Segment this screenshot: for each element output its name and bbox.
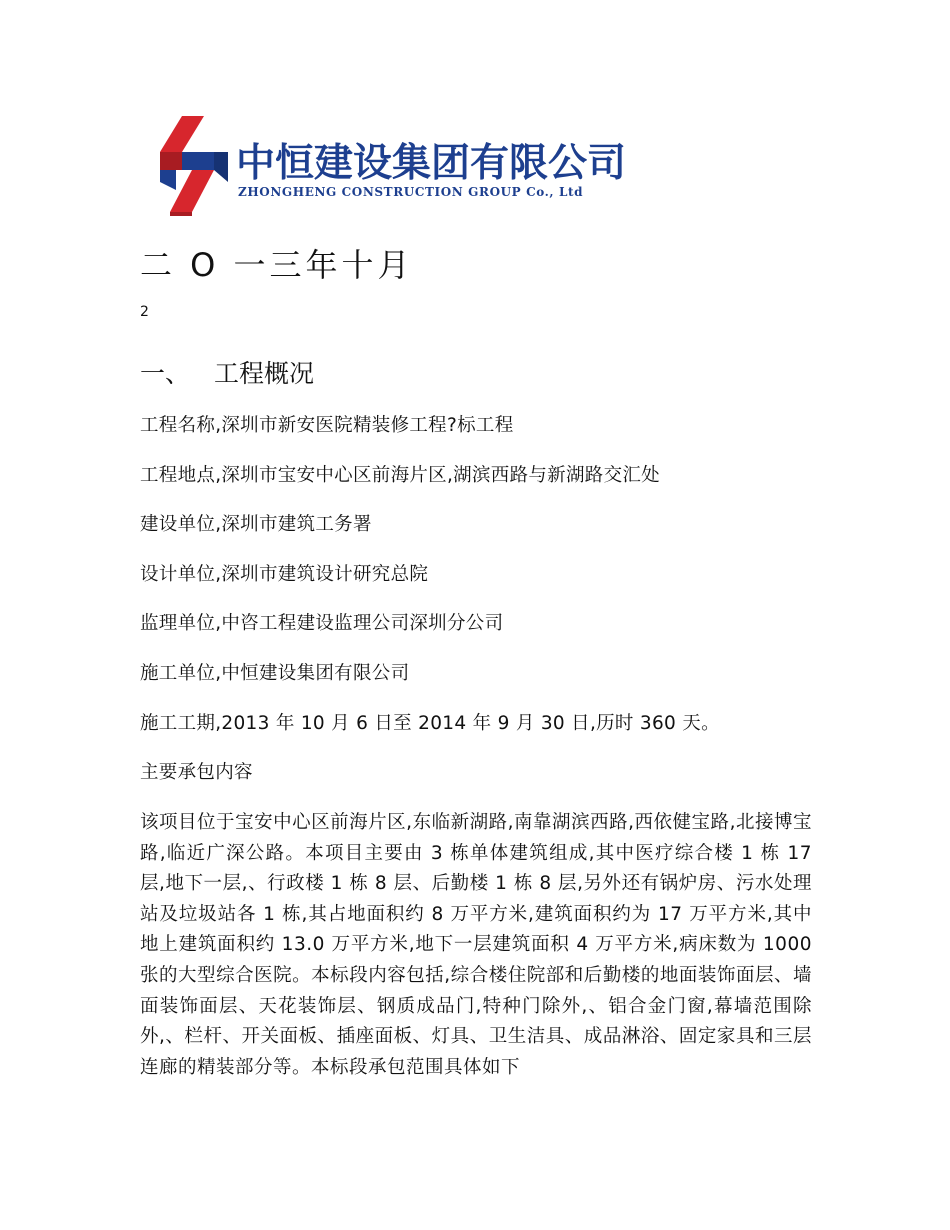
company-name-cn: 中恒建设集团有限公司: [236, 141, 627, 186]
info-item-schedule: 施工工期,2013 年 10 月 6 日至 2014 年 9 月 30 日,历时 360 天。: [140, 712, 720, 734]
company-logo: [152, 112, 627, 220]
info-item-designer: 设计单位,深圳市建筑设计研究总院: [140, 563, 429, 585]
info-item-project-name: 工程名称,深圳市新安医院精装修工程?标工程: [140, 415, 514, 436]
info-item-owner: 建设单位,深圳市建筑工务署: [140, 514, 372, 536]
company-name-en: ZHONGHENG CONSTRUCTION GROUP Co., Ltd: [238, 185, 584, 199]
info-item-project-location: 工程地点,深圳市宝安中心区前海片区,湖滨西路与新湖路交汇处: [140, 464, 660, 486]
section-heading: [140, 354, 314, 390]
project-info-list: [140, 412, 820, 809]
section-title: 工程概况: [214, 359, 315, 388]
info-item-scope-heading: 主要承包内容: [140, 762, 253, 784]
date-heading: 二 O 一三年十月: [140, 246, 414, 284]
info-item-contractor: 施工单位,中恒建设集团有限公司: [140, 662, 410, 684]
company-logo-mark-icon: [152, 112, 230, 216]
section-number: 一、: [140, 359, 191, 388]
page-number: 2: [140, 304, 149, 320]
info-item-supervisor: 监理单位,中咨工程建设监理公司深圳分公司: [140, 613, 504, 635]
project-description-paragraph: 该项目位于宝安中心区前海片区,东临新湖路,南靠湖滨西路,西依健宝路,北接博宝路,临近广深公路。本项目主要由 3 栋单体建筑组成,其中医疗综合楼 1 栋 17 层,地下一层,、行政楼 1 栋 8 层、后勤楼 1 栋 8 层,另外还有锅炉房、污水处理站及垃圾站各 1 栋,其占地面积约 8 万平方米,建筑面积约为 17 万平方米,其中地上建筑面积约 13.0 万平方米,地下一层建筑面积 4 万平方米,病床数为 1000 张的大型综合医院。本标段内容包括,综合楼住院部和后勤楼的地面装饰面层、墙面装饰面层、天花装饰层、钢质成品门,特种门除外,、铝合金门窗,幕墙范围除外,、栏杆、开关面板、插座面板、灯具、卫生洁具、成品淋浴、固定家具和三层连廊的精装部分等。本标段承包范围具体如下: [140, 812, 812, 1078]
